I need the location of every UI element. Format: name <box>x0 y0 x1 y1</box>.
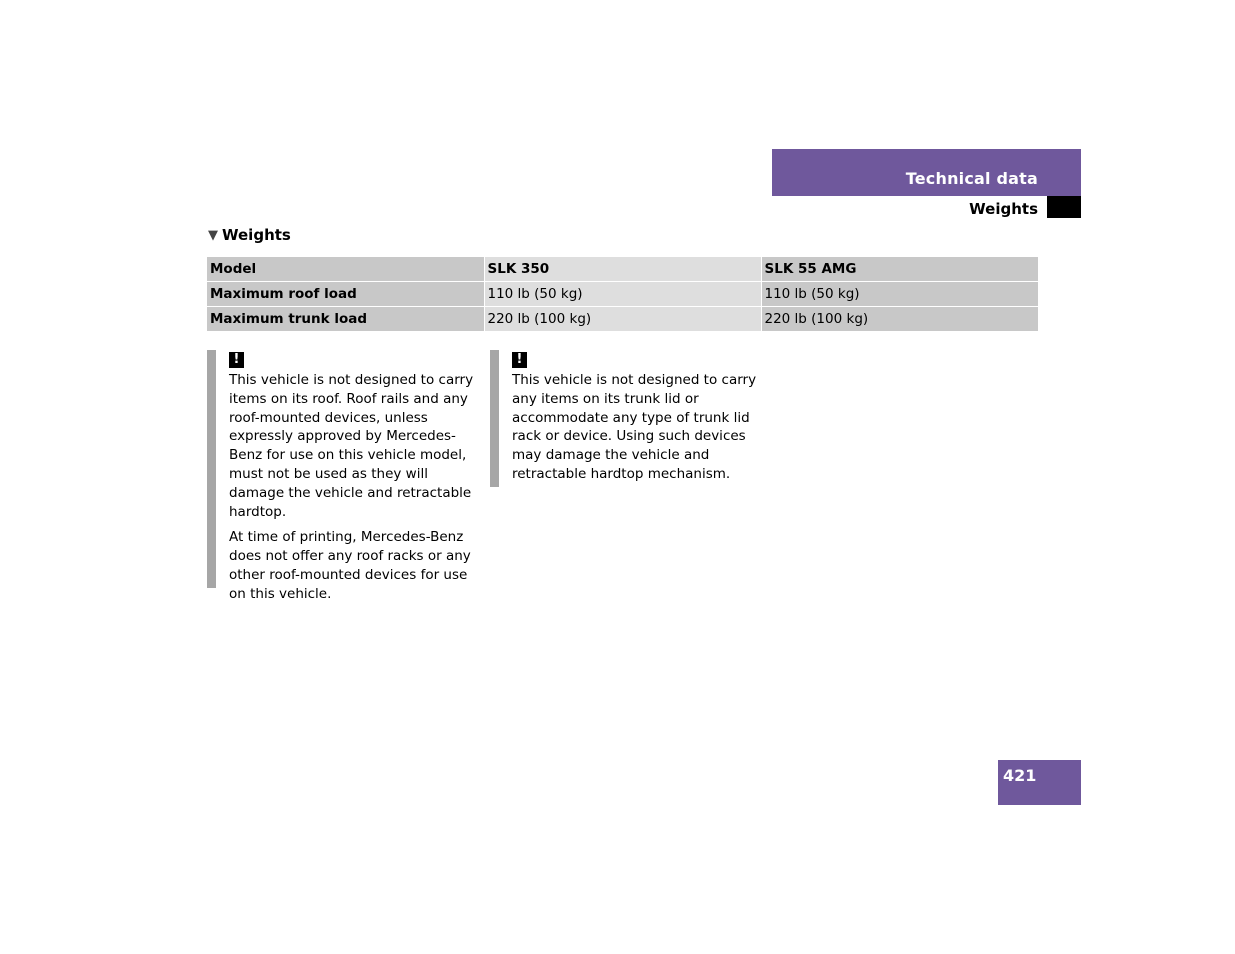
note-body <box>229 350 479 611</box>
table-cell: 110 lb (50 kg) <box>761 282 1038 307</box>
table-cell: 220 lb (100 kg) <box>761 307 1038 332</box>
note-paragraph: This vehicle is not designed to carry any items on its trunk lid or accommodate any type of trunk lid rack or device. Using such devices may damage the vehicle and retractable hardtop mechanism. <box>512 372 757 482</box>
section-marker-block <box>1047 196 1081 218</box>
section-label: Weights <box>969 200 1038 218</box>
exclamation-icon: ! <box>512 352 527 368</box>
column-header: Model <box>207 257 484 282</box>
chapter-title: Technical data <box>905 169 1038 188</box>
note-paragraph: At time of printing, Mercedes-Benz does not offer any roof racks or any other roof-mounted devices for use on this vehicle. <box>229 529 471 602</box>
row-label: Maximum roof load <box>207 282 484 307</box>
note-body <box>512 350 762 491</box>
row-label: Maximum trunk load <box>207 307 484 332</box>
exclamation-icon: ! <box>229 352 244 368</box>
roof-warning-note <box>207 350 487 602</box>
page-number-box <box>998 760 1081 805</box>
trunk-warning-note <box>490 350 770 490</box>
table-cell: 220 lb (100 kg) <box>484 307 761 332</box>
table-row <box>207 282 1038 307</box>
table-cell: 110 lb (50 kg) <box>484 282 761 307</box>
note-side-bar <box>207 350 216 588</box>
triangle-down-icon: ▼ <box>208 227 218 243</box>
table-header-row <box>207 257 1038 282</box>
chapter-header <box>772 149 1081 196</box>
heading-title: Weights <box>222 226 291 244</box>
table-row <box>207 307 1038 332</box>
column-header: SLK 350 <box>484 257 761 282</box>
section-heading <box>208 226 291 244</box>
page-number: 421 <box>1003 766 1037 785</box>
weights-table <box>207 257 1039 332</box>
note-side-bar <box>490 350 499 487</box>
note-paragraph: This vehicle is not designed to carry items on its roof. Roof rails and any roof-mounted devices, unless expressly approved by Mercedes-Benz for use on this vehicle model, must not be used as they will damage the vehicle and retractable hardtop. <box>229 372 474 520</box>
column-header: SLK 55 AMG <box>761 257 1038 282</box>
